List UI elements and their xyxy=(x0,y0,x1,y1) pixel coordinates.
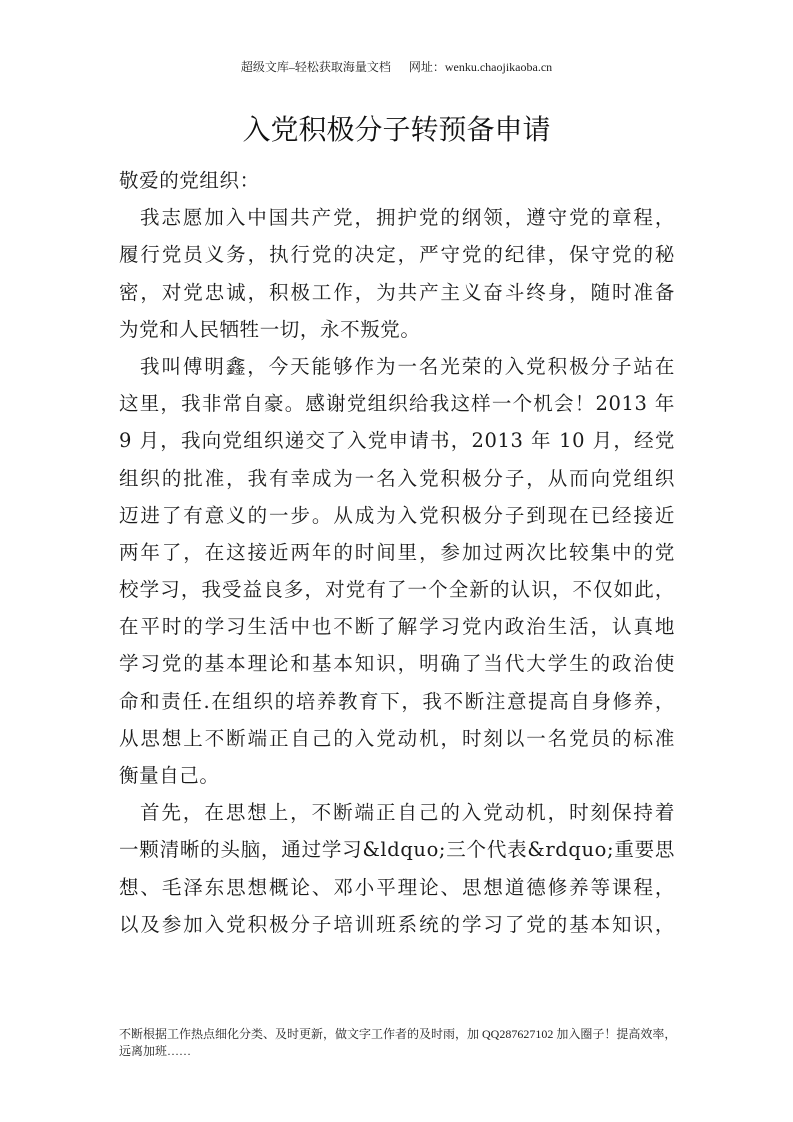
page-footer xyxy=(119,1026,679,1060)
paragraph-line: 履行党员义务，执行党的决定，严守党的纪律，保守党的秘 xyxy=(119,243,675,267)
salutation: 敬爱的党组织： xyxy=(119,169,260,192)
paragraph-line: 密，对党忠诚，积极工作，为共产主义奋斗终身，随时准备 xyxy=(119,280,675,304)
paragraph-line: 迈进了有意义的一步。从成为入党积极分子到现在已经接近 xyxy=(119,503,675,527)
document-title: 入党积极分子转预备申请 xyxy=(242,113,551,146)
paragraph-line: 一颗清晰的头脑，通过学习&ldquo;三个代表&rdquo;重要思 xyxy=(119,838,675,862)
paragraph-line: 衡量自己。 xyxy=(119,764,220,787)
paragraph-2 xyxy=(119,352,675,798)
paragraph-line: 首先，在思想上，不断端正自己的入党动机，时刻保持着 xyxy=(140,801,675,825)
paragraph-line: 组织的批准，我有幸成为一名入党积极分子，从而向党组织 xyxy=(119,466,675,490)
paragraph-line: 这里，我非常自豪。感谢党组织给我这样一个机会！2013 年 xyxy=(119,392,675,416)
paragraph-line: 为党和人民牺牲一切，永不叛党。 xyxy=(119,317,421,341)
paragraph-line: 在平时的学习生活中也不断了解学习党内政治生活，认真地 xyxy=(119,615,675,639)
footer-line: 不断根据工作热点细化分类、及时更新，做文字工作者的及时雨，加 QQ287627102 加入圈子！提高效率， xyxy=(119,1027,677,1041)
paragraph-line: 两年了，在这接近两年的时间里，参加过两次比较集中的党 xyxy=(119,540,675,564)
page-header xyxy=(0,58,793,75)
paragraph-1 xyxy=(119,203,675,352)
paragraph-line: 以及参加入党积极分子培训班系统的学习了党的基本知识， xyxy=(119,912,675,936)
paragraph-line: 我叫傅明鑫，今天能够作为一名光荣的入党积极分子站在 xyxy=(140,354,675,378)
paragraph-line: 想、毛泽东思想概论、邓小平理论、思想道德修养等课程， xyxy=(119,875,675,899)
paragraph-line: 9 月，我向党组织递交了入党申请书，2013 年 10 月，经党 xyxy=(119,429,675,453)
site-url: 网址：wenku.chaojikaoba.cn xyxy=(408,60,553,74)
document-body xyxy=(119,166,675,947)
paragraph-line: 我志愿加入中国共产党，拥护党的纲领，遵守党的章程， xyxy=(140,206,675,230)
paragraph-line: 学习党的基本理论和基本知识，明确了当代大学生的政治使 xyxy=(119,652,675,676)
paragraph-line: 从思想上不断端正自己的入党动机，时刻以一名党员的标准 xyxy=(119,726,675,750)
footer-line: 远离加班…… xyxy=(119,1044,192,1058)
paragraph-3 xyxy=(119,798,675,947)
site-name: 超级文库–轻松获取海量文档 xyxy=(240,60,391,74)
paragraph-line: 命和责任.在组织的培养教育下，我不断注意提高自身修养， xyxy=(119,689,675,713)
paragraph-line: 校学习，我受益良多，对党有了一个全新的认识，不仅如此， xyxy=(119,578,675,602)
